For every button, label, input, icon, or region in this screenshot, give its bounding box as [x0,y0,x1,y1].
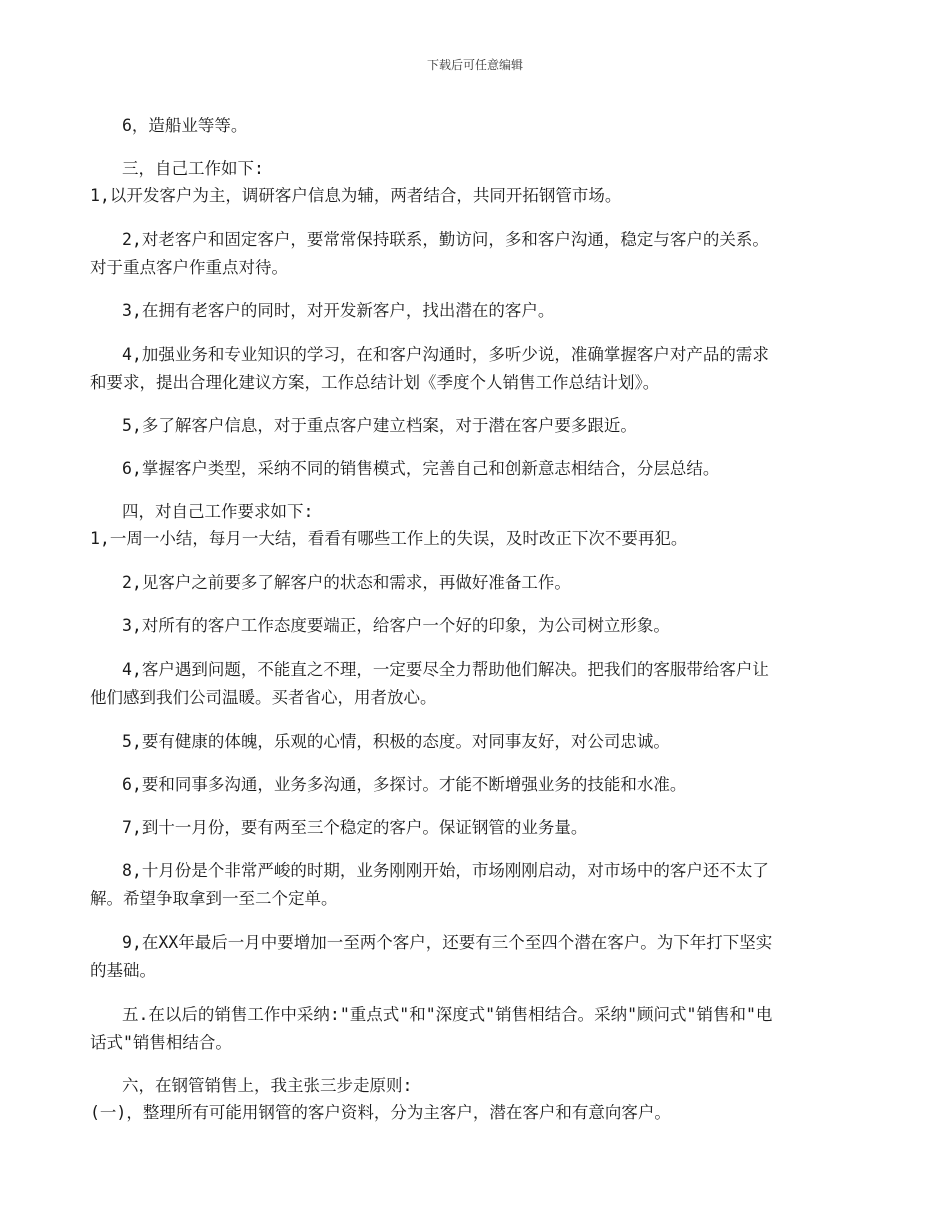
paragraph-line: 1,以开发客户为主，调研客户信息为辅，两者结合，共同开拓钢管市场。 [90,186,622,205]
paragraph-line: 3,对所有的客户工作态度要端正，给客户一个好的印象，为公司树立形象。 [122,616,670,635]
section-heading: 六，在钢管销售上，我主张三步走原则: [122,1076,413,1095]
paragraph-line: 9,在XX年最后一月中要增加一至两个客户，还要有三个至四个潜在客户。为下年打下坚实 [122,933,773,952]
paragraph-line: 7,到十一月份，要有两至三个稳定的客户。保证钢管的业务量。 [122,818,588,837]
paragraph-line: 6,掌握客户类型，采纳不同的销售模式，完善自己和创新意志相结合，分层总结。 [122,459,720,478]
paragraph-line: 4,客户遇到问题，不能直之不理，一定要尽全力帮助他们解决。把我们的客服带给客户让 [122,660,769,679]
paragraph-line: 2,见客户之前要多了解客户的状态和需求，再做好准备工作。 [122,573,571,592]
paragraph-line: 5,要有健康的体魄，乐观的心情，积极的态度。对同事友好，对公司忠诚。 [122,732,670,751]
paragraph-line: 6，造船业等等。 [122,116,248,135]
paragraph-line: 话式"销售相结合。 [90,1033,232,1052]
paragraph-line: 6,要和同事多沟通，业务多沟通，多探讨。才能不断增强业务的技能和水准。 [122,775,687,794]
section-heading: 四，对自己工作要求如下: [122,502,314,521]
section-heading: 三，自己工作如下: [122,159,264,178]
paragraph-line: 1,一周一小结，每月一大结，看看有哪些工作上的失误，及时改正下次不要再犯。 [90,529,688,548]
paragraph-line: 5,多了解客户信息，对于重点客户建立档案，对于潜在客户要多跟近。 [122,416,637,435]
page-header: 下载后可任意编辑 [426,58,523,72]
paragraph-line: 的基础。 [90,961,156,980]
paragraph-line: 他们感到我们公司温暖。买者省心，用者放心。 [90,688,437,707]
paragraph-line: 和要求，提出合理化建议方案，工作总结计划《季度个人销售工作总结计划》。 [90,373,660,392]
paragraph-line: 2,对老客户和固定客户，要常常保持联系，勤访问，多和客户沟通，稳定与客户的关系。 [122,230,769,249]
paragraph-line: (一)，整理所有可能用钢管的客户资料，分为主客户，潜在客户和有意向客户。 [90,1103,671,1122]
paragraph-line: 4,加强业务和专业知识的学习，在和客户沟通时，多听少说，准确掌握客户对产品的需求 [122,345,769,364]
paragraph-line: 解。希望争取拿到一至二个定单。 [90,889,338,908]
paragraph-line: 五.在以后的销售工作中采纳:"重点式"和"深度式"销售相结合。采纳"顾问式"销售和"电 [122,1005,773,1024]
paragraph-line: 对于重点客户作重点对待。 [90,258,288,277]
paragraph-line: 3,在拥有老客户的同时，对开发新客户，找出潜在的客户。 [122,301,555,320]
paragraph-line: 8,十月份是个非常严峻的时期，业务刚刚开始，市场刚刚启动，对市场中的客户还不太了 [122,861,769,880]
